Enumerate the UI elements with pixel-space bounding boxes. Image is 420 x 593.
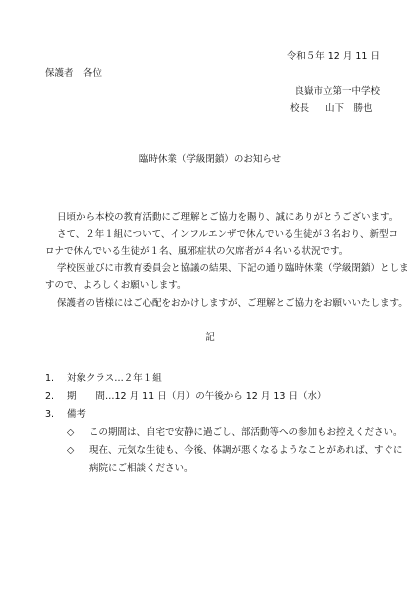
item-3-number: 3.: [45, 409, 55, 420]
body-paragraph-4: 保護者の皆様にはご心配をおかけしますが、ご理解とご協力をお願いいたします。: [57, 298, 408, 309]
body-paragraph-2-line-2: ロナで休んでいる生徒が１名、風邪症状の欠席者が４名いる状況です。: [45, 246, 349, 257]
document-date: 令和５年 12 月 11 日: [286, 51, 380, 62]
item-1-number: 1.: [45, 373, 55, 384]
item-1-text: 対象クラス…２年１組: [67, 373, 162, 384]
principal-name: 山下 勝也: [325, 103, 373, 114]
body-paragraph-3-line-2: すので、よろしくお願いします。: [45, 280, 187, 291]
diamond-bullet-icon: ◇: [67, 427, 75, 438]
item-3: [45, 410, 86, 420]
principal-title: 校長: [290, 103, 310, 114]
item-2-number: 2.: [45, 391, 55, 402]
notice-title: 臨時休業（学級閉鎖）のお知らせ: [138, 154, 282, 165]
note-2-text-line-2: 病院にご相談ください。: [89, 463, 194, 474]
item-2: [45, 392, 327, 402]
body-paragraph-1: 日頃から本校の教育活動にご理解とご協力を賜り、誠にありがとうございます。: [57, 212, 399, 223]
body-paragraph-2-line-1: さて、２年１組について、インフルエンザで休んでいる生徒が３名おり、新型コ: [57, 229, 399, 240]
note-1: [67, 428, 403, 438]
item-1: [45, 374, 162, 384]
ki-heading: 記: [205, 332, 215, 343]
item-3-text: 備考: [67, 409, 87, 420]
body-paragraph-3-line-1: 学校医並びに市教育委員会と協議の結果、下記の通り臨時休業（学級閉鎖）としま: [57, 263, 409, 274]
note-2: [67, 446, 403, 456]
item-2-text: 期 間…12 月 11 日（月）の午後から 12 月 13 日（水）: [67, 391, 327, 402]
school-name: 良嶽市立第一中学校: [294, 86, 380, 97]
recipient: 保護者 各位: [45, 68, 103, 79]
diamond-bullet-icon: ◇: [67, 445, 75, 456]
note-1-text: この期間は、自宅で安静に過ごし、部活動等への参加もお控えください。: [89, 427, 403, 438]
note-2-text-line-1: 現在、元気な生徒も、今後、体調が悪くなるようなことがあれば、すぐに: [89, 445, 403, 456]
